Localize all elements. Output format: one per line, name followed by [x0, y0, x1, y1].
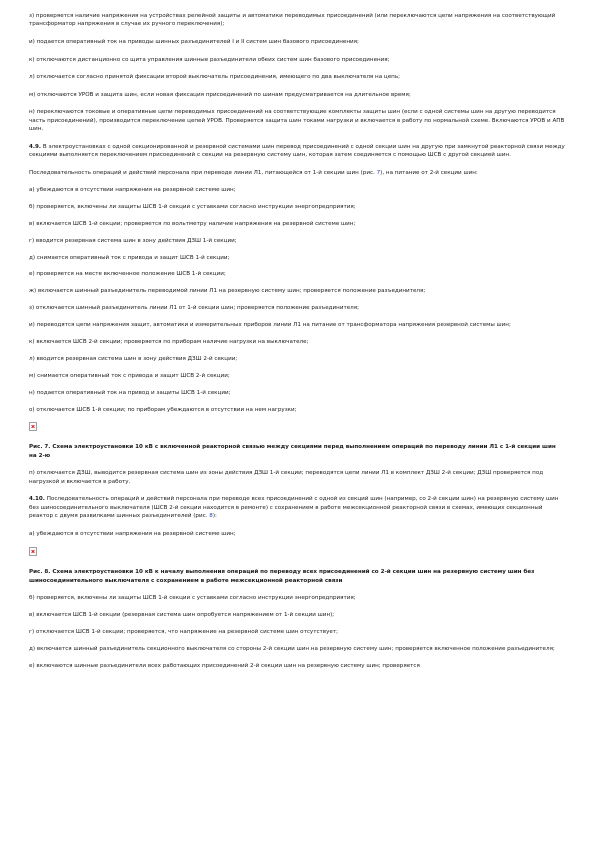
paragraph-text: В электроустановках с одной секционированной и резервной системами шин перевод присоединений с одной секции шин на другую при замкнутой реакторной связи между секциями выполняется переключением присоединений с секции на резервную систему шин, которая затем соединяется с помощью ШСВ с другой секцией шин. [29, 143, 565, 159]
paragraph: в) включается ШСВ 1-й секции (резервная система шин опробуется напряжением от 1-й секции шин); [29, 612, 335, 619]
paragraph: е) проверяется на месте включенное положение ШСВ 1-й секции; [29, 271, 226, 278]
paragraph: о) отключается ШСВ 1-й секции; по приборам убеждаются в отсутствии на нем нагрузки; [29, 406, 297, 413]
paragraph: в) включается ШСВ 1-й секции; проверяется по вольтметру наличие напряжения на резервной системе шин; [29, 220, 356, 227]
section-number: 4.9. [29, 143, 42, 150]
paragraph: п) отключается ДЗШ, выводится резервная система шин из зоны действия ДЗШ 1-й секции; переводятся цепи линии Л1 в комплект ДЗШ 2-й секции; ДЗШ проверяется под нагрузкой и включается в работу. [29, 470, 544, 485]
paragraph: и) переводятся цепи напряжения защит, автоматики и измерительных приборов линии Л1 на питание от трансформатора напряжения резервной системы шин; [29, 321, 511, 328]
paragraph: л) отключается согласно принятой фиксации второй выключатель присоединения, имеющего по два выключателя на цепь; [29, 74, 401, 81]
paragraph: м) снимается оперативный ток с привода и защит ШСВ 2-й секции; [29, 372, 230, 379]
paragraph: з) отключается шинный разъединитель линии Л1 от 1-й секции шин; проверяется положение разъединителя; [29, 304, 359, 311]
paragraph: е) включаются шинные разъединители всех работающих присоединений 2-й секции шин на резервную систему шин; проверяется [29, 663, 420, 670]
paragraph [29, 169, 565, 177]
document-page [29, 12, 565, 680]
paragraph-text: Последовательность операций и действий персонала при переводе всех присоединений с одной из секций шин (например, со 2-й секции шин) на резервную систему шин без шиносоединительного выключателя (ШСВ 2-й секции находится в ремонте) с сохранением в работе межсекционной реакторной связи в схемах, имеющих секционный реактор с двумя развилками шинных разъединителей (рис. 8): [29, 496, 559, 520]
paragraph: н) переключаются токовые и оперативные цепи переводимых присоединений на соответствующие комплекты защиты шин (если с одной системы шин на другую переводится часть присоединений), производится переключение цепей УРОВ. Проверяется защита шин токами нагрузки и включается в работу по нормальной схеме. Включаются УРОВ и АПВ шин. [29, 109, 565, 133]
paragraph-text: Последовательность операций и действий персонала при переводе линии Л1, питающейся от 1-й секции шин (рис. 7), на питание от 2-й секции шин: [29, 169, 478, 176]
paragraph: г) отключается ШСВ 1-й секции; проверяется, что напряжение на резервной системе шин отсутствует; [29, 628, 338, 635]
figure-caption: Рис. 7. Схема электроустановки 10 кВ с включенной реакторной связью между секциями перед выполнением операций по переводу линии Л1 с 1-й секции шин на 2-ю [29, 444, 556, 459]
section-4-9 [29, 143, 565, 160]
figure-link[interactable]: 7 [376, 169, 381, 176]
paragraph: а) убеждаются в отсутствии напряжения на резервной системе шин; [29, 530, 236, 537]
paragraph: м) отключаются УРОВ и защита шин, если новая фиксация присоединений по шинам предусматривается на длительное время; [29, 91, 411, 98]
section-4-10 [29, 495, 565, 520]
paragraph: д) снимается оперативный ток с привода и защит ШСВ 1-й секции; [29, 254, 230, 261]
figure-caption: Рис. 8. Схема электроустановки 10 кВ к началу выполнения операций по переводу всех присоединений со 2-й секции шин на резервную систему шин без шиносоединительного выключателя с сохранением в работе межсекционной реакторной связи [29, 569, 535, 584]
figure-link[interactable]: 8 [209, 513, 213, 520]
paragraph: а) убеждаются в отсутствии напряжения на резервной системе шин; [29, 187, 236, 194]
paragraph: к) включается ШСВ 2-й секции; проверяется по приборам наличие нагрузки на выключателе; [29, 339, 309, 346]
paragraph: б) проверяется, включены ли защиты ШСВ 1-й секции с уставками согласно инструкции энергопредприятия; [29, 204, 356, 211]
paragraph: б) проверяется, включены ли защиты ШСВ 1-й секции с уставками согласно инструкции энергопредприятия; [29, 595, 356, 602]
broken-image-icon [29, 547, 37, 556]
paragraph: г) вводится резервная система шин в зону действия ДЗШ 1-й секции; [29, 237, 237, 244]
paragraph: ж) включается шинный разъединитель переводимой линии Л1 на резервную систему шин; проверяется положение разъединителя; [29, 288, 426, 295]
paragraph: д) включается шинный разъединитель секционного выключателя со стороны 2-й секции шин на резервную систему шин; проверяется включенное положение разъединителя; [29, 645, 555, 652]
paragraph: и) подается оперативный ток на приводы шинных разъединителей I и II систем шин базового присоединения; [29, 39, 359, 45]
paragraph: л) вводится резервная система шин в зону действия ДЗШ 2-й секции; [29, 356, 238, 363]
paragraph: к) отключаются дистанционно со щита управления шинные разъединители обеих систем шин базового присоединения; [29, 56, 390, 63]
paragraph: н) подается оперативный ток на привод и защиты ШСВ 1-й секции; [29, 389, 231, 396]
broken-image-icon [29, 422, 37, 431]
paragraph: з) проверяется наличие напряжения на устройствах релейной защиты и автоматики переводимых присоединений (или переключаются цепи напряжения на соответствующий трансформатор напряжения в случае их ручного переключения); [29, 13, 556, 28]
section-number: 4.10. [29, 496, 45, 503]
